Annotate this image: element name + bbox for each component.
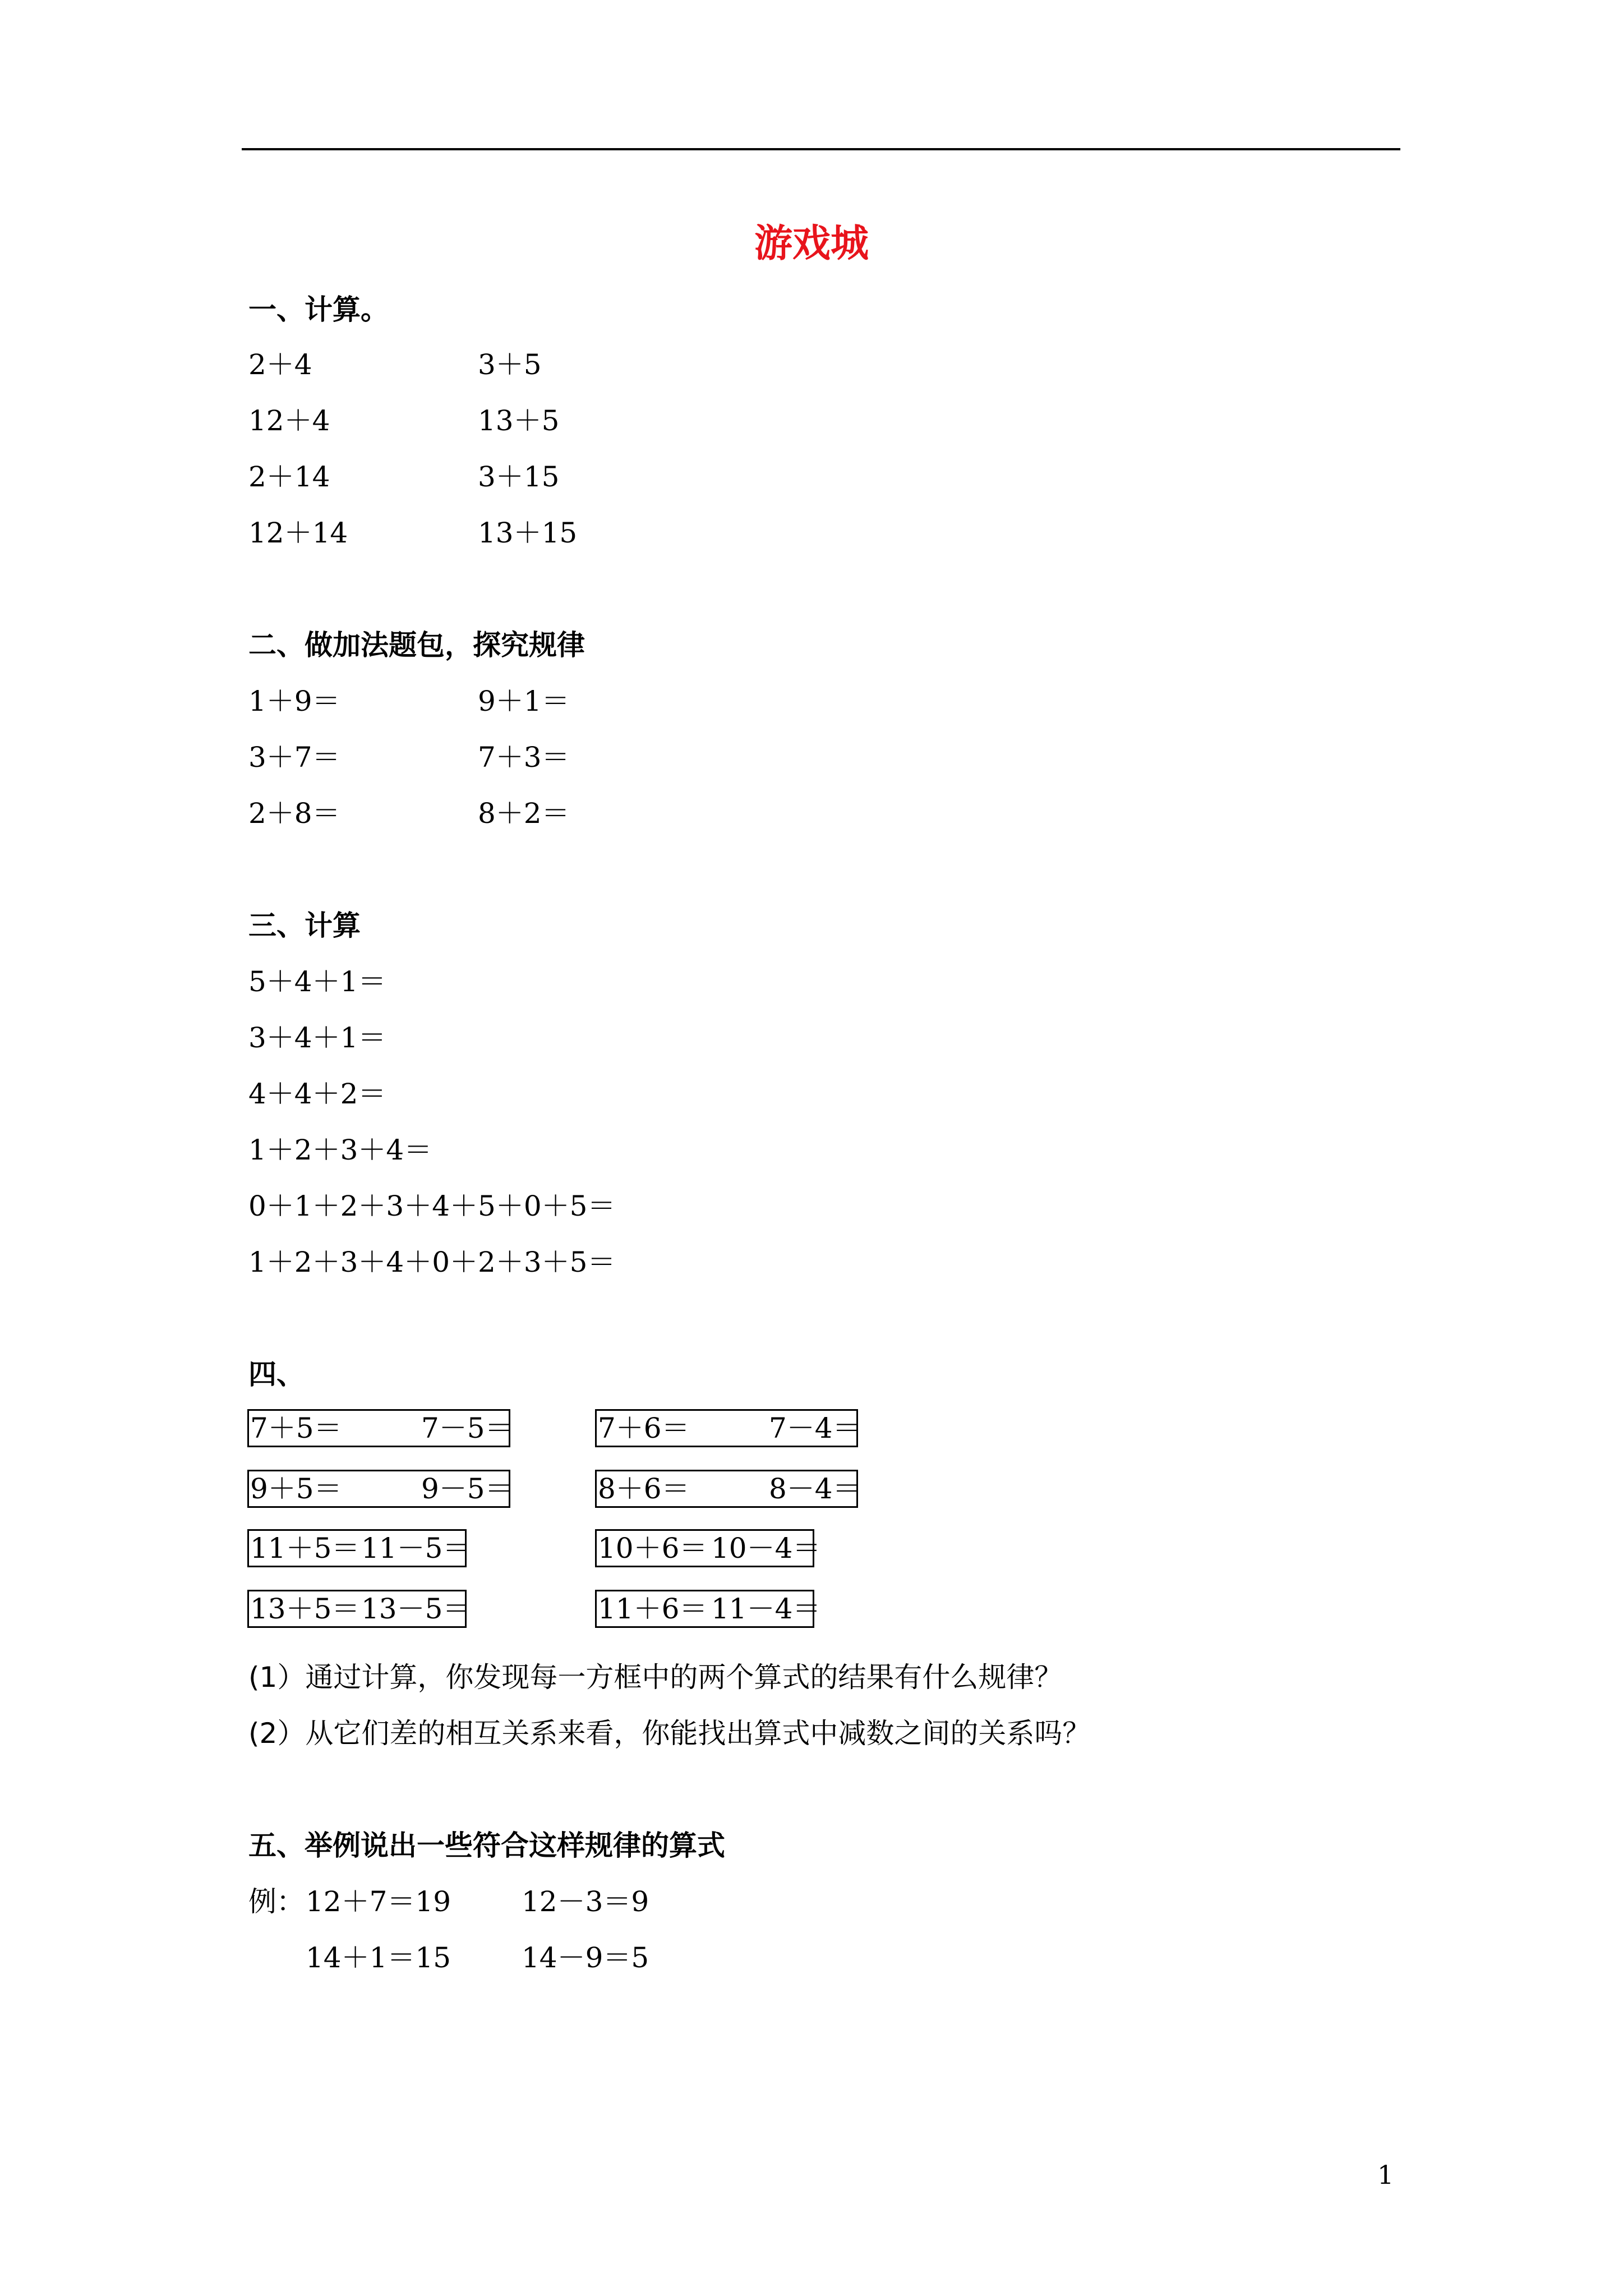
s1-r0-left: 2＋4	[248, 348, 312, 381]
s3-line-2: 4＋4＋2＝	[248, 1078, 386, 1110]
box-r3-right	[595, 1590, 821, 1628]
box-r1-left	[247, 1470, 513, 1508]
s5-r1-left: 14＋1＝15	[306, 1941, 451, 1974]
box-r2-left-diff: 11－5＝	[361, 1532, 471, 1565]
box-r0-left	[247, 1409, 513, 1447]
box-r3-left-sum: 13＋5＝	[250, 1593, 360, 1625]
box-r2-left-sum: 11＋5＝	[250, 1532, 360, 1565]
box-r2-right	[595, 1529, 821, 1567]
s2-r0-left: 1＋9＝	[248, 685, 340, 717]
page-title: 游戏城	[754, 222, 869, 266]
s1-r3-right: 13＋15	[478, 517, 578, 549]
section-3-heading: 三、计算	[248, 909, 361, 942]
box-r0-right-diff: 7－4＝	[769, 1412, 861, 1444]
question-1: (1）通过计算，你发现每一方框中的两个算式的结果有什么规律？	[248, 1661, 1063, 1694]
s1-r2-left: 2＋14	[248, 461, 330, 493]
s3-line-1: 3＋4＋1＝	[248, 1022, 386, 1054]
s1-r2-right: 3＋15	[478, 461, 560, 493]
box-r3-right-diff: 11－4＝	[711, 1593, 821, 1625]
section-4-heading: 四、	[248, 1358, 305, 1391]
box-r1-right-diff: 8－4＝	[769, 1473, 861, 1505]
s2-r2-left: 2＋8＝	[248, 797, 340, 830]
s5-r1-right: 14－9＝5	[522, 1941, 649, 1974]
box-r3-left	[247, 1590, 471, 1628]
box-r1-left-diff: 9－5＝	[421, 1473, 513, 1505]
s5-r0-right: 12－3＝9	[522, 1885, 649, 1918]
s3-line-0: 5＋4＋1＝	[248, 965, 386, 998]
box-r0-left-diff: 7－5＝	[421, 1412, 513, 1444]
question-2: (2）从它们差的相互关系来看，你能找出算式中减数之间的关系吗？	[248, 1717, 1091, 1750]
box-r1-left-sum: 9＋5＝	[250, 1473, 342, 1505]
s5-r0-left: 12＋7＝19	[306, 1885, 451, 1918]
s3-line-3: 1＋2＋3＋4＝	[248, 1134, 432, 1166]
header-rule	[242, 148, 1400, 150]
s1-r3-left: 12＋14	[248, 517, 348, 549]
s3-line-5: 1＋2＋3＋4＋0＋2＋3＋5＝	[248, 1246, 616, 1278]
box-r1-right-sum: 8＋6＝	[598, 1473, 690, 1505]
s2-r1-left: 3＋7＝	[248, 741, 340, 774]
page-number: 1	[1377, 2160, 1394, 2190]
box-r2-right-diff: 10－4＝	[711, 1532, 821, 1565]
section-5-heading: 五、举例说出一些符合这样规律的算式	[248, 1829, 725, 1862]
s1-r1-right: 13＋5	[478, 404, 560, 437]
section-2-heading: 二、做加法题包，探究规律	[248, 629, 585, 661]
s2-r1-right: 7＋3＝	[478, 741, 570, 774]
box-r3-right-sum: 11＋6＝	[598, 1593, 708, 1625]
s3-line-4: 0＋1＋2＋3＋4＋5＋0＋5＝	[248, 1190, 616, 1222]
s2-r0-right: 9＋1＝	[478, 685, 570, 717]
box-r1-right	[595, 1470, 861, 1508]
box-r2-left	[247, 1529, 471, 1567]
box-r3-left-diff: 13－5＝	[361, 1593, 471, 1625]
box-r2-right-sum: 10＋6＝	[598, 1532, 708, 1565]
example-label: 例：	[248, 1885, 305, 1918]
box-r0-right-sum: 7＋6＝	[598, 1412, 690, 1444]
section-1-heading: 一、计算。	[248, 293, 389, 326]
s2-r2-right: 8＋2＝	[478, 797, 570, 830]
box-r0-right	[595, 1409, 861, 1447]
box-r0-left-sum: 7＋5＝	[250, 1412, 342, 1444]
s1-r0-right: 3＋5	[478, 348, 542, 381]
s1-r1-left: 12＋4	[248, 404, 330, 437]
